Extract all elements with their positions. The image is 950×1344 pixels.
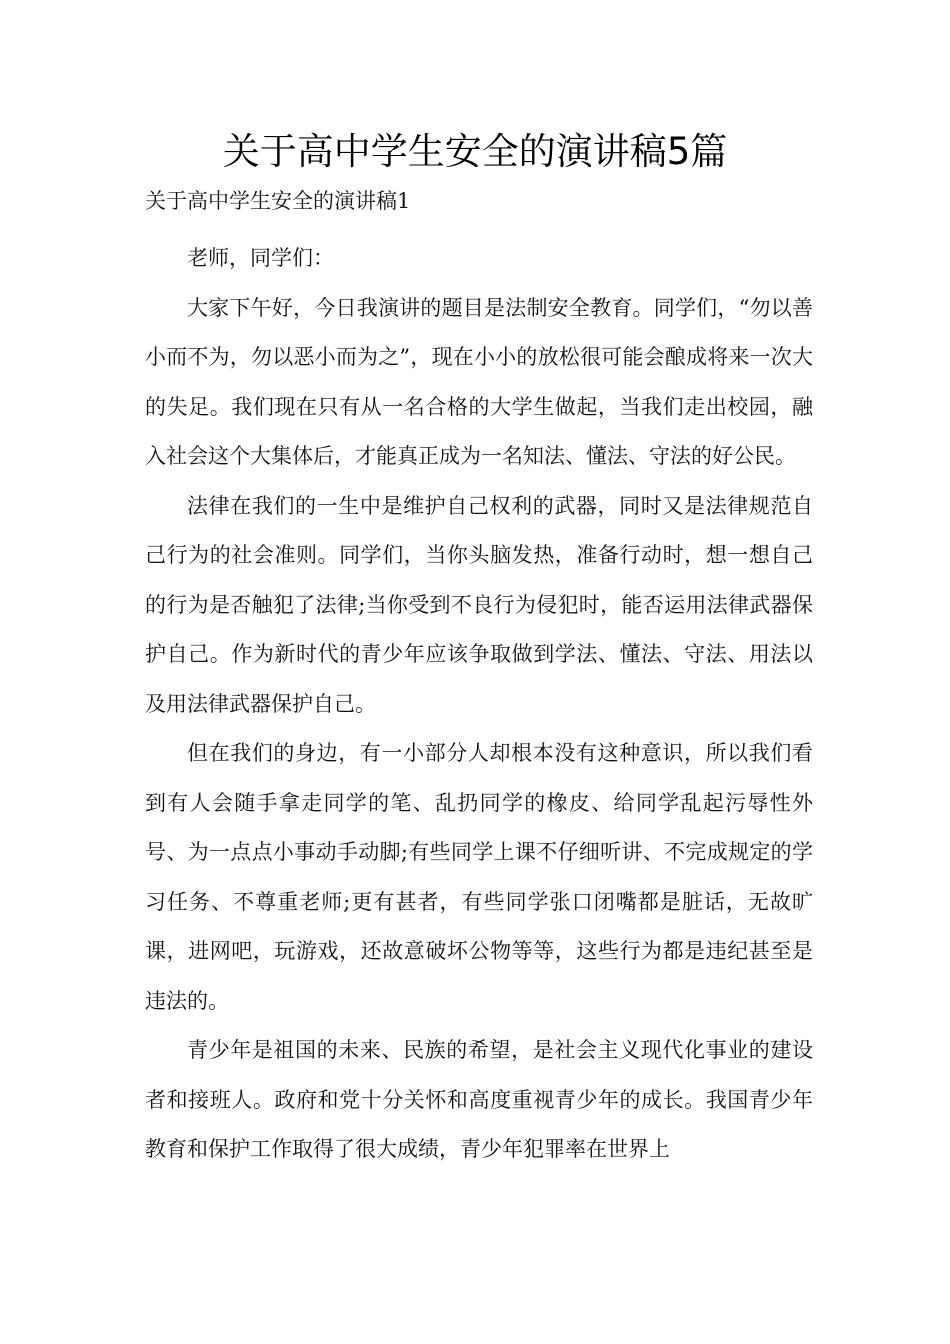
- document-title: 关于高中学生安全的演讲稿5篇: [222, 130, 728, 173]
- body-paragraph: 大家下午好，今日我演讲的题目是法制安全教育。同学们，“勿以善小而不为，勿以恶小而为之”，现在小小的放松很可能会酿成将来一次大的失足。我们现在只有从一名合格的大学生做起，当我们走出校园，融入社会这个大集体后，才能真正成为一名知法、懂法、守法的好公民。: [145, 295, 813, 468]
- body-paragraph: 青少年是祖国的未来、民族的希望，是社会主义现代化事业的建设者和接班人。政府和党十分关怀和高度重视青少年的成长。我国青少年教育和保护工作取得了很大成绩，青少年犯罪率在世界上: [145, 1038, 813, 1161]
- body-paragraph: 但在我们的身边，有一小部分人却根本没有这种意识，所以我们看到有人会随手拿走同学的笔、乱扔同学的橡皮、给同学乱起污辱性外号、为一点点小事动手动脚;有些同学上课不仔细听讲、不完成规定的学习任务、不尊重老师;更有甚者，有些同学张口闭嘴都是脏话，无故旷课，进网吧，玩游戏，还故意破坏公物等等，这些行为都是违纪甚至是违法的。: [145, 741, 813, 1013]
- body-paragraph: 法律在我们的一生中是维护自己权利的武器，同时又是法律规范自己行为的社会准则。同学们，当你头脑发热，准备行动时，想一想自己的行为是否触犯了法律;当你受到不良行为侵犯时，能否运用法律武器保护自己。作为新时代的青少年应该争取做到学法、懂法、守法、用法以及用法律武器保护自己。: [145, 493, 813, 716]
- document-body: [145, 234, 813, 1175]
- greeting-paragraph: 老师，同学们：: [187, 246, 334, 270]
- section-heading: 关于高中学生安全的演讲稿1: [145, 189, 411, 213]
